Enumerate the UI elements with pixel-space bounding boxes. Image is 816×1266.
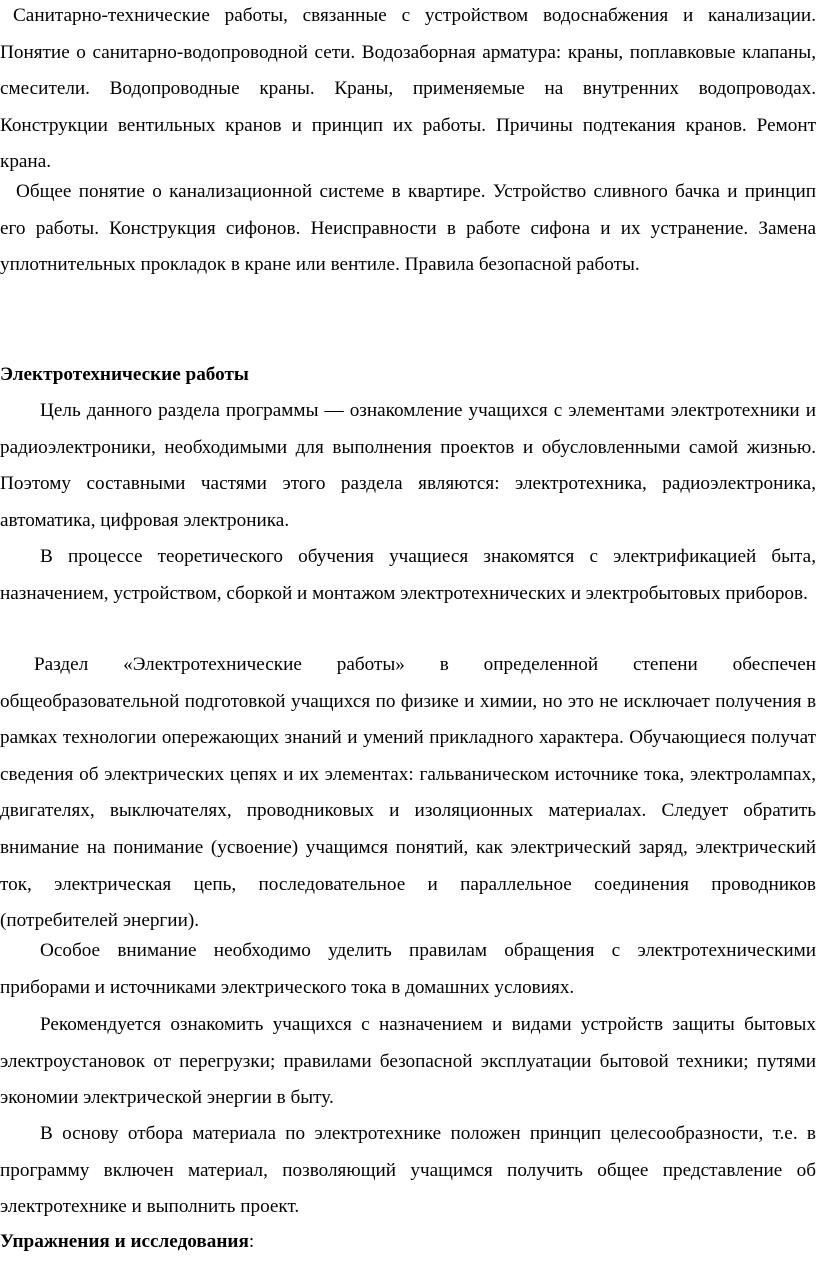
paragraph-special-attention: Особое внимание необходимо уделить правилам обращения с электротехническими приборами и источниками электрического тока в домашних условиях. [0, 940, 816, 998]
paragraph-section-physics-chemistry: Раздел «Электротехнические работы» в определенной степени обеспечен общеобразовательной подготовкой учащихся по физике и химии, но это не исключает получения в рамках технологии опережающих знаний и умений прикладного характера. Обучающиеся получат сведения об электрических цепях и их элементах: гальваническом источнике тока, электролампах, двигателях, выключателях, проводниковых и изоляционных материалах. Следует обратить внимание на понимание (усвоение) учащимся понятий, как электрический заряд, электрический ток, электрическая цепь, последовательное и параллельное соединения проводников (потребителей энергии). [0, 654, 816, 932]
paragraph-sewage-system: Общее понятие о канализационной системе в квартире. Устройство сливного бачка и принцип его работы. Конструкция сифонов. Неисправности в работе сифона и их устранение. Замена уплотнительных прокладок в кране или вентиле. Правила безопасной работы. [0, 181, 816, 276]
heading-exercises-and-research [0, 1224, 816, 1261]
heading-exercises-text: Упражнения и исследования [0, 1231, 249, 1252]
paragraph-sanitary-works: Санитарно-технические работы, связанные с устройством водоснабжения и канализации. Понятие о санитарно-водопроводной сети. Водозаборная арматура: краны, поплавковые клапаны, смесители. Водопроводные краны. Краны, применяемые на внутренних водопроводах. Конструкции вентильных кранов и принцип их работы. Причины подтекания кранов. Ремонт крана. [0, 5, 816, 173]
paragraph-material-selection: В основу отбора материала по электротехнике положен принцип целесообразности, т.е. в программу включен материал, позволяющий учащимся получить общее представление об электротехнике и выполнить проект. [0, 1123, 816, 1218]
paragraph-recommendations: Рекомендуется ознакомить учащихся с назначением и видами устройств защиты бытовых электроустановок от перегрузки; правилами безопасной эксплуатации бытовой техники; путями экономии электрической энергии в быту. [0, 1014, 816, 1109]
heading-exercises-colon: : [248, 1231, 255, 1252]
paragraph-section-goal: Цель данного раздела программы — ознакомление учащихся с элементами электротехники и радиоэлектроники, необходимыми для выполнения проектов и обусловленными самой жизнью. Поэтому составными частями этого раздела являются: электротехника, радиоэлектроника, автоматика, цифровая электроника. [0, 400, 816, 531]
paragraph-theoretical-training: В процессе теоретического обучения учащиеся знакомятся с электрификацией быта, назначением, устройством, сборкой и монтажом электротехнических и электробытовых приборов. [0, 546, 816, 604]
heading-electrotechnical-works: Электротехнические работы [0, 364, 249, 385]
